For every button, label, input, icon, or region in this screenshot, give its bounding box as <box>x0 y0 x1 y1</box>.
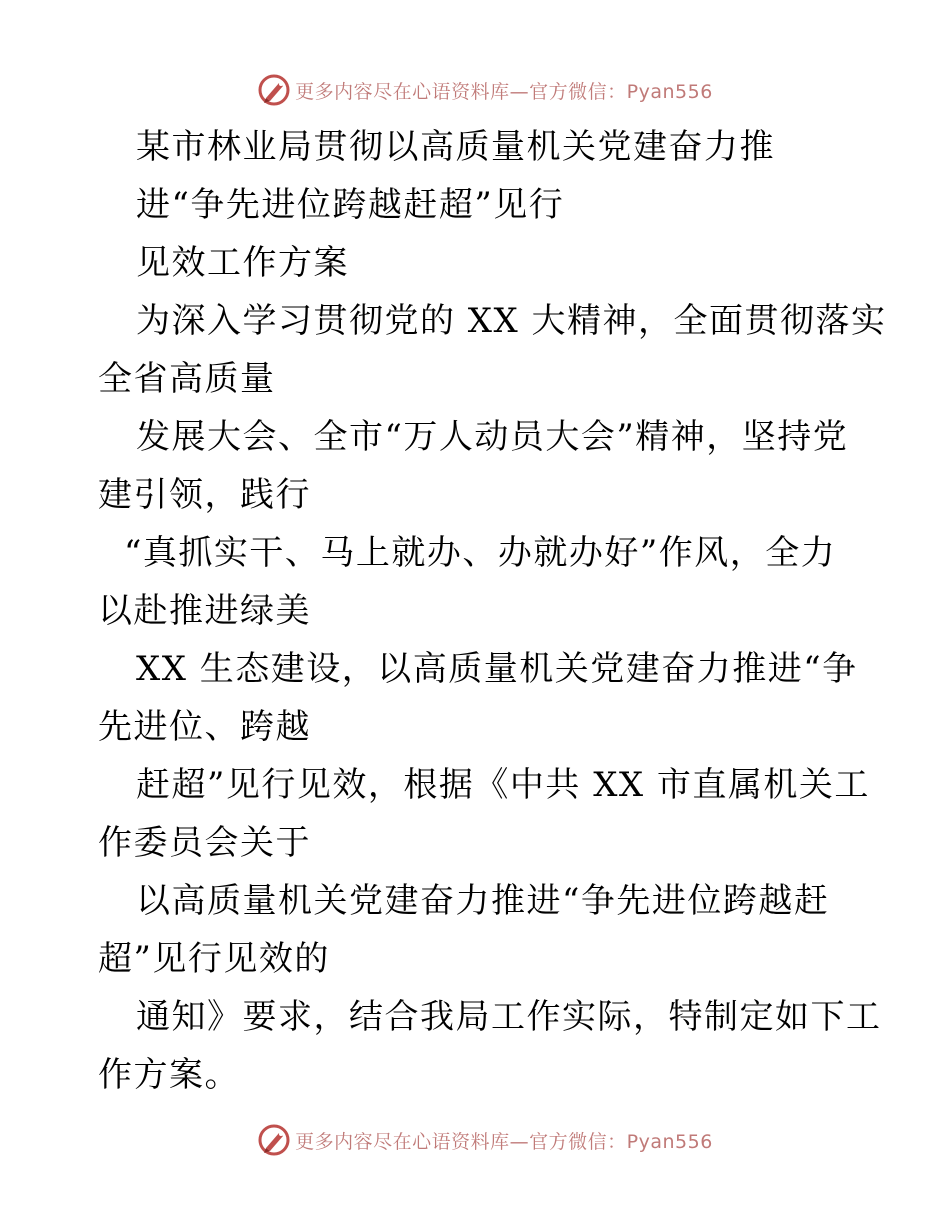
paragraph-line: 先进位、跨越 <box>98 707 311 747</box>
paragraph-line: “真抓实干、马上就办、办就办好”作风，全力 <box>124 533 837 573</box>
header-banner <box>0 70 950 110</box>
banner-text: 更多内容尽在心语资料库—官方微信：Pyan556 <box>295 80 713 103</box>
paragraph-line: XX 生态建设，以高质量机关党建奋力推进“争 <box>136 649 858 689</box>
title-line-2: 进“争先进位跨越赶超”见行 <box>136 185 565 225</box>
banner-text: 更多内容尽在心语资料库—官方微信：Pyan556 <box>295 1130 713 1153</box>
paragraph-line: 全省高质量 <box>98 359 276 399</box>
pen-logo-icon <box>257 1123 291 1157</box>
paragraph-line: 建引领，践行 <box>98 475 311 515</box>
paragraph-line: 作委员会关于 <box>98 823 311 863</box>
paragraph-line: 发展大会、全市“万人动员大会”精神，坚持党 <box>136 417 849 457</box>
paragraph-line: 以高质量机关党建奋力推进“争先进位跨越赶 <box>136 881 830 921</box>
document-body <box>98 118 887 1104</box>
paragraph-line: 以赴推进绿美 <box>98 591 311 631</box>
paragraph-line: 作方案。 <box>98 1055 240 1095</box>
paragraph-line: 为深入学习贯彻党的 XX 大精神，全面贯彻落实 <box>136 301 887 341</box>
banner-group <box>257 1123 713 1157</box>
paragraph-line: 超”见行见效的 <box>98 939 330 979</box>
paragraph-line: 通知》要求，结合我局工作实际，特制定如下工 <box>136 997 882 1037</box>
footer-banner <box>0 1120 950 1160</box>
title-line-1: 某市林业局贯彻以高质量机关党建奋力推 <box>136 127 775 167</box>
title-line-3: 见效工作方案 <box>136 243 349 283</box>
pen-logo-icon <box>257 73 291 107</box>
paragraph-line: 赶超”见行见效，根据《中共 XX 市直属机关工 <box>136 765 870 805</box>
banner-group <box>257 73 713 107</box>
